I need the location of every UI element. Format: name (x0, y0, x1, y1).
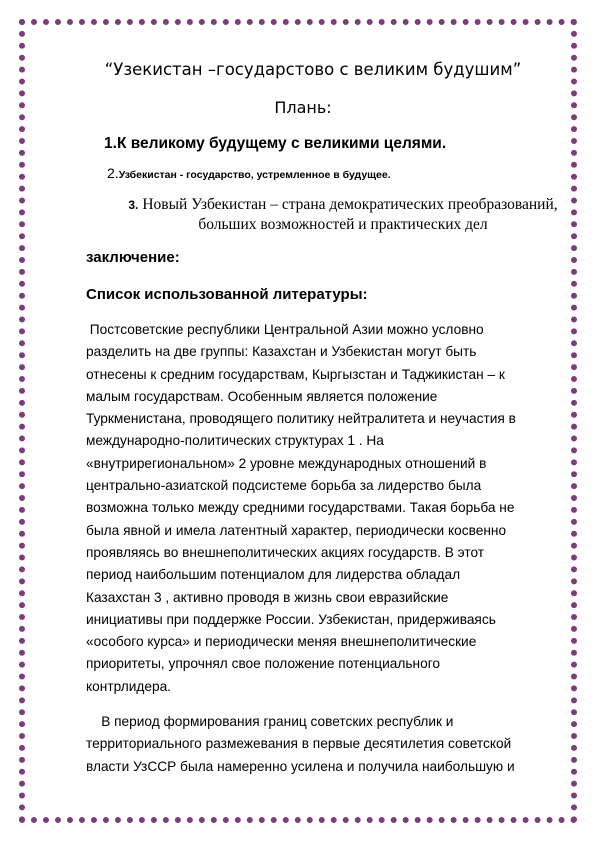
body-paragraph-2 (86, 711, 546, 778)
text-line: Казахстан 3 , активно проводя в жизнь свои евразийские (86, 589, 449, 605)
references-heading: Список использованной литературы: (86, 286, 368, 303)
text-line: международно-политических структурах 1 . На (86, 433, 384, 449)
text-line: Туркменистана, проводящего политику нейтралитета и неучастия в (86, 411, 516, 427)
plan-item-text: Узбекистан - государство, устремленное в будущее. (118, 169, 391, 181)
plan-heading: Плань: (274, 98, 332, 117)
text-line: «особого курса» и периодически меняя внешнеполитические (86, 634, 477, 650)
text-line: отнесены к средним государствам, Кыргызстан и Таджикистан – к (86, 366, 505, 382)
text-line: территориального размежевания в первые десятилетия советской (86, 736, 512, 752)
text-line: В период формирования границ советских республик и (86, 714, 454, 729)
plan-item-1 (104, 135, 446, 153)
text-line: проявляясь во внешнеполитических акциях государств. В этот (86, 544, 485, 560)
plan-item-number: 1. (104, 135, 117, 152)
text-line: была явной и имела латентный характер, периодически косвенно (86, 522, 507, 538)
text-line: инициативы при поддержке России. Узбекистан, придерживаясь (86, 611, 496, 627)
plan-item-number: 3. (128, 198, 139, 212)
text-line: разделить на две группы: Казахстан и Узбекистан могут быть (86, 344, 477, 360)
text-line: малым государствам. Особенным является положение (86, 388, 438, 404)
text-line: власти УзССР была намеренно усилена и получила наибольшую и (86, 758, 515, 774)
plan-item-line: больших возможностей и практических дел (198, 216, 488, 233)
plan-item-line (118, 195, 568, 215)
text-line: период наибольшим потенциалом для лидерства обладал (86, 567, 461, 583)
text-line: контрлидера. (86, 678, 171, 694)
text-line: «внутрирегиональном» 2 уровне международных отношений в (86, 455, 487, 471)
text-line: возможна только между средними государствами. Такая борьба не (86, 500, 515, 516)
plan-item-number: 2. (107, 165, 119, 181)
plan-item-text: К великому будущему с великими целями. (116, 135, 447, 152)
plan-item-2 (107, 165, 391, 183)
conclusion-heading: заключение: (86, 249, 180, 266)
document-title: “Узекистан –государстово с великим будушим” (104, 60, 522, 79)
plan-item-3 (118, 195, 568, 235)
plan-item-text: Новый Узбекистан – страна демократических преобразований, (142, 196, 558, 213)
text-line: центрально-азиатской подсистеме борьба за лидерство была (86, 478, 482, 494)
body-paragraph-1 (86, 319, 546, 698)
text-line: Постсоветские республики Центральной Азии можно условно (86, 322, 484, 337)
text-line: приоритеты, упрочнял свое положение потенциального (86, 656, 440, 672)
